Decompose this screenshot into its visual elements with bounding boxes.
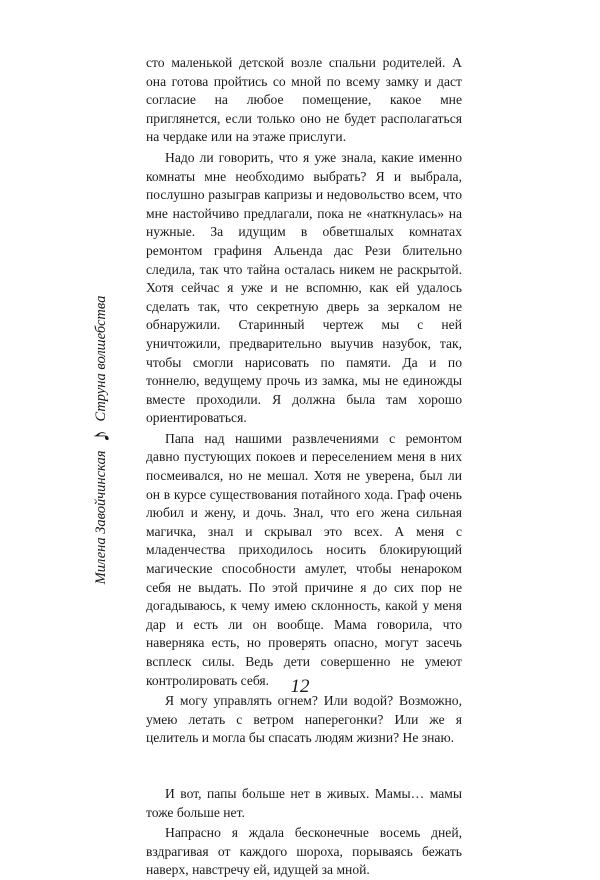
paragraph: Напрасно я ждала бесконечные восемь дней, вздрагивая от каждого шороха, порываясь бежать наверх, навстречу ей, идущей за мной. <box>146 825 462 878</box>
running-header-title: Струна волшебства <box>92 295 109 422</box>
page-number: 12 <box>290 676 310 697</box>
body-text <box>146 54 462 880</box>
paragraph: Надо ли говорить, что я уже знала, какие именно комнаты мне необходимо выбрать? Я и выбрала, послушно разыграв капризы и недовольство всем, что мне настойчиво предлагали, пока не «наткнулась» на нужные. За идущим в обветшалых комнатах ремонтом графиня Альенда дас Рези блительно следила, так что тайна осталась никем не раскрытой. Хотя сейчас я уже и не вспомню, как ей удалось сделать так, что секретную дверь за зеркалом не обнаружили. Старинный чертеж мы с ней уничтожили, предварительно выучив назубок, так, чтобы смогли нарисовать по памяти. Да и по тоннелю, ведущему прочь из замка, мы не единожды вместе проходили. Я должна была там хорошо ориентироваться. <box>146 149 462 426</box>
music-note-icon: ♪ <box>86 429 115 443</box>
paragraph: Я могу управлять огнем? Или водой? Возможно, умею летать с ветром наперегонки? Или же я целитель и могла бы спасать людям жизни? Не знаю. <box>146 693 462 746</box>
running-header-author: Милена Завойчинская <box>92 450 109 585</box>
paragraph: сто маленькой детской возле спальни родителей. А она готова пройтись со мной по всему замку и даст согласие на любое помещение, какое мне приглянется, если только оно не будет располагаться на чердаке или на этаже прислуги. <box>146 55 462 145</box>
paragraph: И вот, папы больше нет в живых. Мамы… мамы тоже больше нет. <box>146 785 462 820</box>
paragraph: Папа над нашими развлечениями с ремонтом давно пустующих покоев и переселением меня в них посмеивался, но не мешал. Хотя не уверена, был ли он в курсе существования потайного хода. Граф очень любил и жену, и дочь. Знал, что его жена сильная магичка, знал и скрывал это всех. А меня с младенчества приходилось носить блокирующий магические способности амулет, чтобы ненароком себя не выдать. По этой причине я до сих пор не догадываюсь, к чему имею склонность, какой у меня дар и есть ли он вообще. Мама говорила, что наверняка есть, но проверять опасно, могут засечь всплеск силы. Ведь дети совершенно не умеют контролировать себя. <box>146 430 462 688</box>
